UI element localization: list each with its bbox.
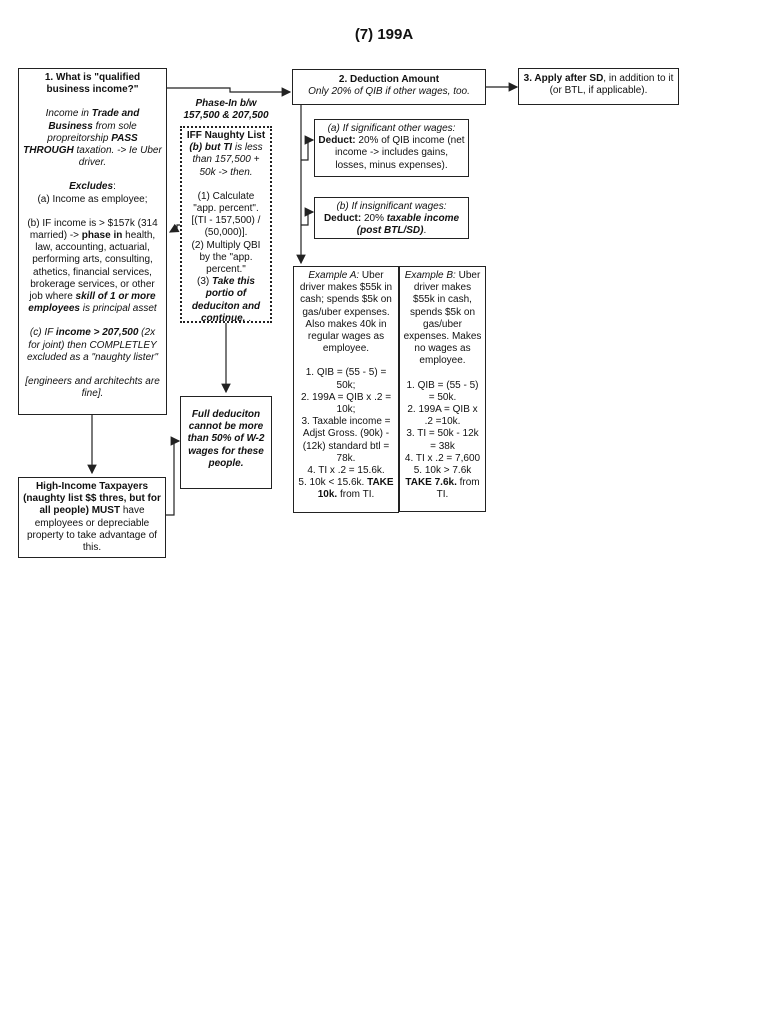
qbi-note: [engineers and architechts are fine]. [25, 376, 160, 400]
qbi-exclude-a: (a) Income as employee; [37, 193, 148, 205]
example-b-step-2: 2. 199A = QIB x .2 =10k. [407, 404, 478, 428]
example-b-box [399, 266, 486, 512]
deduction-amount-box [292, 69, 486, 105]
arrow-to-insignificant [301, 212, 313, 225]
example-b-step-5: 5. 10k > 7.6k [413, 465, 472, 477]
example-b-step-6: TAKE 7.6k. from TI. [405, 477, 480, 501]
apply-after-box [518, 68, 679, 105]
example-b-step-1: 1. QIB = (55 - 5) = 50k. [406, 379, 479, 403]
example-a-step-4: 4. TI x .2 = 15.6k. [307, 465, 385, 477]
qbi-definition-box [18, 68, 167, 415]
phase-in-label: Phase-In b/w 157,500 & 207,500 [183, 98, 269, 122]
deduction-heading: 2. Deduction Amount [338, 74, 440, 85]
insignificant-wages-box [314, 197, 469, 239]
high-income-box [18, 477, 166, 558]
example-b-intro: Example B: Uber driver makes $55k in cash, spends $5k on gas/uber expenses. Makes no wages as employee. [403, 270, 482, 367]
qbi-heading: 1. What is "qualified business income?" [44, 72, 141, 96]
significant-text: Deduct: 20% of QIB income (net income -> includes gains, losses, minus expenses). [318, 135, 465, 171]
arrow-high-income-to-full [166, 441, 179, 515]
full-deduction-box [180, 396, 272, 489]
arrow-to-significant [301, 140, 313, 160]
significant-wages-box [314, 119, 469, 177]
deduction-sub: Only 20% of QIB if other wages, too. [308, 86, 470, 98]
example-a-box [293, 266, 399, 513]
phase-in-step-1: (1) Calculate "app. percent". [(TI - 157,500) / (50,000)]. [191, 190, 261, 239]
apply-after-text: 3. Apply after SD, in addition to it (or BTL, if applicable). [523, 73, 674, 97]
high-income-text: High-Income Taxpayers (naughty list $$ thres, but for all people) MUST have employees or depreciable property to take advantage of this. [23, 481, 161, 554]
phase-in-step-2: (2) Multiply QBI by the "app. percent." [191, 239, 261, 276]
example-b-step-3: 3. TI = 50k - 12k = 38k [406, 428, 479, 452]
arrow-qbi-to-deduction [167, 88, 290, 92]
phase-in-condition: (b) but TI is less than 157,500 + 50k -> then. [189, 142, 263, 178]
example-a-step-5: 5. 10k < 15.6k. TAKE 10k. from TI. [298, 477, 394, 501]
insignificant-label: (b) If insignificant wages: [336, 201, 447, 212]
insignificant-text: Deduct: 20% taxable income (post BTL/SD). [323, 213, 460, 237]
full-deduction-text: Full deduciton cannot be more than 50% of W-2 wages for these people. [187, 409, 265, 469]
phase-in-step-3: (3) Take this portio of deduciton and continue. . [191, 276, 261, 324]
example-a-step-3: 3. Taxable income = Adjst Gross. (90k) - (12k) standard btl = 78k. [301, 416, 391, 464]
phase-in-box [180, 126, 272, 323]
significant-label: (a) If significant other wages: [327, 123, 456, 134]
example-a-step-2: 2. 199A = QIB x .2 = 10k; [300, 391, 392, 416]
page-title: (7) 199A [354, 26, 414, 43]
qbi-income-text: Income in Trade and Business from sole propreitorship PASS THROUGH taxation. -> Ie Uber driver. [23, 108, 162, 169]
example-a-step-1: 1. QIB = (55 - 5) = 50k; [305, 367, 387, 391]
phase-in-iff: IFF Naughty List [186, 130, 266, 141]
qbi-exclude-c: (c) IF income > 207,500 (2x for joint) then COMPLETLEY excluded as a "naughty lister" [26, 327, 159, 363]
qbi-exclude-b: (b) IF income is > $157k (314 married) -> phase in health, law, accounting, actuarial, performing arts, consulting, athetics, financial services, brokerage services, or other job where skill of 1 or more employees is principal asset [27, 217, 158, 315]
example-b-step-4: 4. TI x .2 = 7,600 [404, 452, 481, 464]
qbi-excludes: Excludes: [69, 181, 116, 193]
example-a-intro: Example A: Uber driver makes $55k in cash; spends $5k on gas/uber expenses. Also makes 40k in regular wages as employee. [299, 270, 393, 355]
